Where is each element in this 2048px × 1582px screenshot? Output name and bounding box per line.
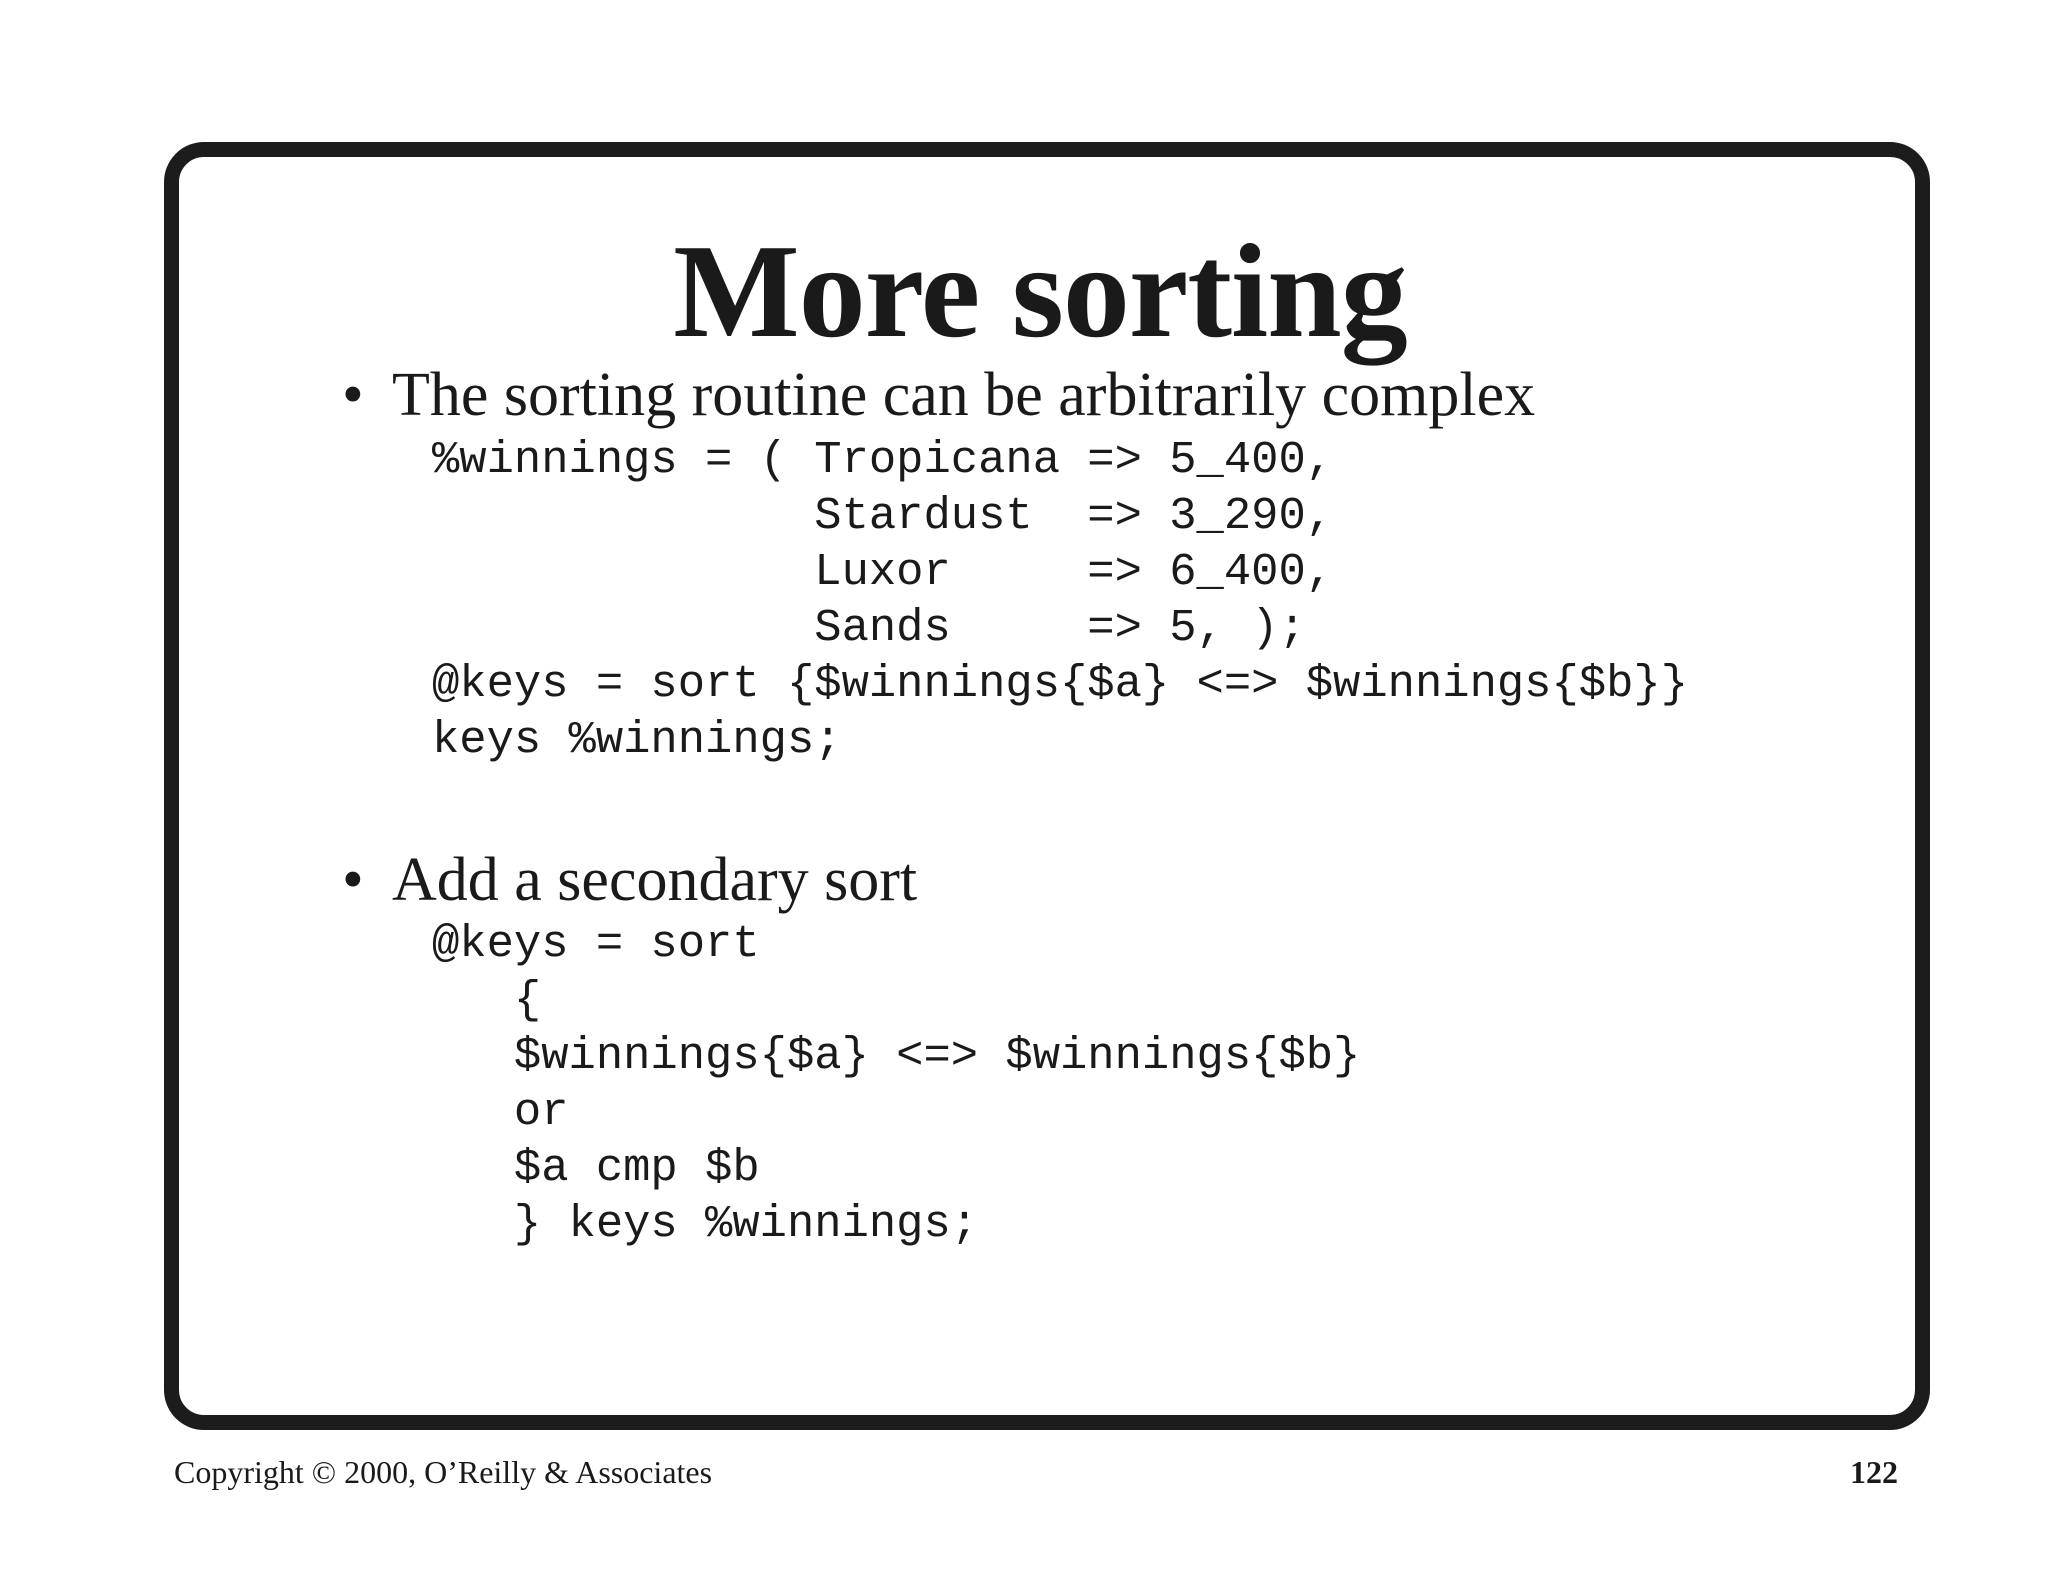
code-line: %winnings = ( Tropicana => 5_400, bbox=[432, 434, 1334, 486]
code-line: keys %winnings; bbox=[432, 714, 842, 766]
bullet-item bbox=[342, 360, 1535, 430]
code-line: } keys %winnings; bbox=[432, 1198, 979, 1250]
footer-copyright: Copyright © 2000, O’Reilly & Associates bbox=[174, 1454, 713, 1490]
code-line: Luxor => 6_400, bbox=[432, 546, 1334, 598]
code-line: @keys = sort {$winnings{$a} <=> $winnings{$b}} bbox=[432, 658, 1689, 710]
code-line: $a cmp $b bbox=[432, 1142, 760, 1194]
bullet-text: Add a secondary sort bbox=[392, 846, 918, 914]
code-line: Stardust => 3_290, bbox=[432, 490, 1334, 542]
bullet-text: The sorting routine can be arbitrarily complex bbox=[392, 361, 1536, 429]
code-line: Sands => 5, ); bbox=[432, 602, 1306, 654]
bullet-marker: • bbox=[342, 361, 364, 429]
bullet-item bbox=[342, 845, 917, 915]
code-line: { bbox=[432, 974, 542, 1026]
code-line: @keys = sort bbox=[432, 918, 760, 970]
code-block bbox=[432, 432, 1688, 768]
page-number: 122 bbox=[1850, 1454, 1898, 1490]
code-block bbox=[432, 916, 1360, 1252]
code-line: $winnings{$a} <=> $winnings{$b} bbox=[432, 1030, 1361, 1082]
bullet-marker: • bbox=[342, 846, 364, 914]
slide-title: More sorting bbox=[673, 217, 1407, 365]
code-line: or bbox=[432, 1086, 569, 1138]
